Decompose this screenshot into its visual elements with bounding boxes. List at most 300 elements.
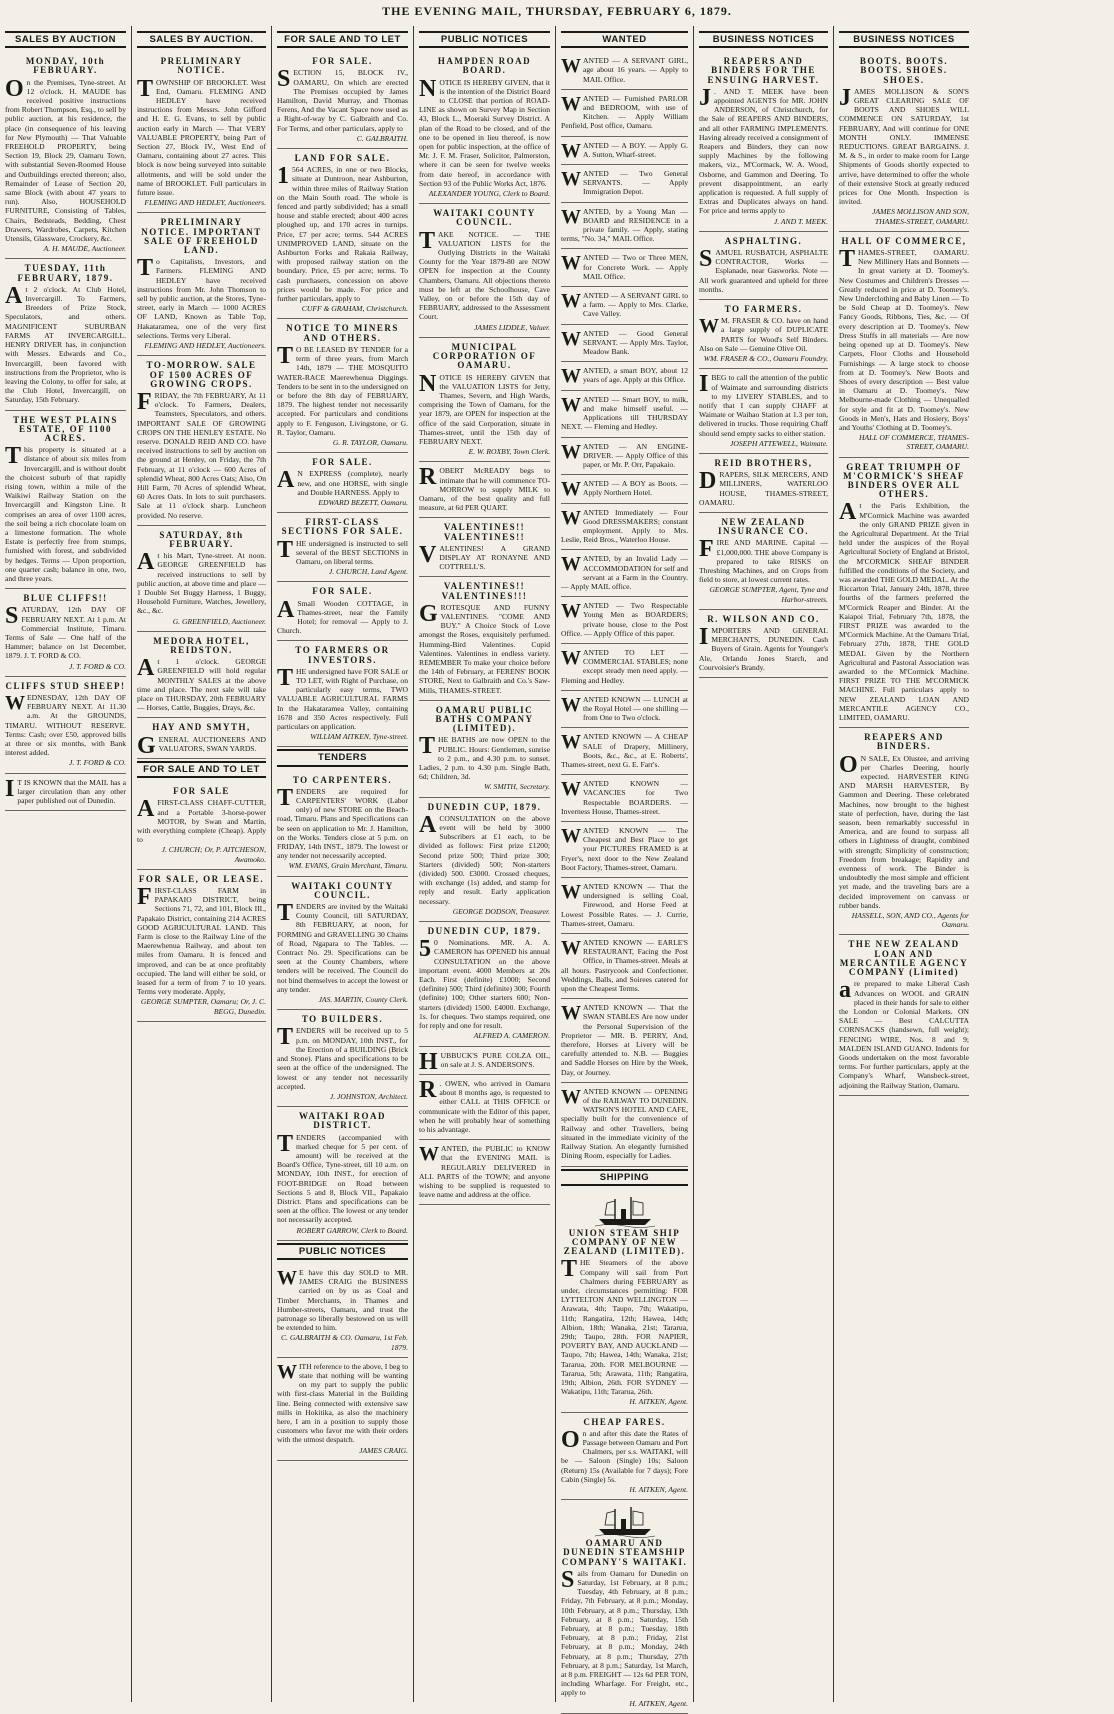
drop-cap: A [419,811,437,838]
advertisement [699,454,828,513]
advertisement [561,287,688,325]
drop-cap: N [419,370,437,397]
ad-signature: G. GREENFIELD, Auctioneer. [172,616,266,626]
ad-signature: JAMES MOLLISON AND SON, THAMES-STREET, OAMARU. [872,207,969,226]
advertisement [5,259,126,410]
advertisement [561,597,688,644]
ad-body: WANTED Immediately — Four Good DRESSMAKERS; constant employment. Apply to Mrs. Leslie, Reid Bros., Waterloo House. [561,506,688,545]
drop-cap: I [699,623,709,650]
drop-cap: W [561,55,581,78]
ad-signature: J. JOHNSTON, Architect. [329,1091,408,1101]
ad-title: TO CARPENTERS. [292,774,393,785]
ad-signature: H. AITKEN, Agent. [629,1484,688,1494]
masthead [0,0,1114,22]
ad-body: WANTED, a smart BOY, about 12 years of age. Apply at this Office. [561,365,688,388]
advertisement [561,728,688,775]
drop-cap: A [5,282,23,309]
ad-title: THE NEW ZEALAND LOAN AND MERCANTILE AGENCY COMPANY (Limited) [839,939,969,978]
ad-title: NOTICE TO MINERS AND OTHERS. [286,323,399,343]
drop-cap: T [419,733,436,760]
ad-title: NEW ZEALAND INSURANCE CO. [717,516,809,537]
advertisement [277,641,408,747]
ad-body: WANTED — Two Respectable Young Men as BOARDERS; private house, close to the Post Office. — Apply Office of this paper. [561,600,688,638]
column-6 [694,26,834,1702]
drop-cap: V [419,541,437,568]
ad-body: WANTED — Smart BOY, to milk, and make himself useful. — Applications till THURSDAY NEXT. — Fleming and Hedley. [561,393,688,432]
ad-signature: WM. EVANS, Grain Merchant, Timaru. [288,861,408,871]
ad-title: OAMARU AND DUNEDIN STEAMSHIP COMPANY'S WAITAKI. [561,1538,688,1567]
drop-cap: A [137,655,155,682]
ad-body: WANTED — A SERVANT GIRL, age about 16 years. — Apply to MAIL Office. [561,55,688,84]
ad-title: PRELIMINARY NOTICE. IMPORTANT SALE OF FREEHOLD LAND. [141,217,262,256]
advertisement [5,589,126,677]
ad-body: WANTED — A SERVANT GIRL to a farm. — Apply to Mrs. Clarke, Cave Valley. [561,290,688,319]
advertisement [839,728,969,935]
drop-cap: W [561,1085,581,1108]
advertisement [419,338,550,462]
ad-list [277,1264,408,1461]
drop-cap: T [277,784,294,811]
column-header: TENDERS [277,749,408,766]
ad-title: TO-MORROW. SALE OF 1500 ACRES OF GROWING CROPS. [146,360,257,389]
advertisement [277,771,408,877]
ad-signature: CUFF & GRAHAM, Christchurch. [301,304,408,314]
ad-body: 5 0 Nominations. MR. A. A. CAMERON has OPENED his annual CONSULTATION on the above important event. 4000 Members at 20s Each. First (definite) £1000; Second (definite) 500; Third (definite) 300; Fourth (definite) 100; Other starters 600; Non-starters (divided) 1500. £4000. Exchange, 1s. for cheques. Two stamps required, one for reply and one for result. [419,936,550,1031]
column-header: FOR SALE AND TO LET [137,761,266,778]
advertisement [561,1083,688,1167]
ad-body: WANTED KNOWN — That the SWAN STABLES Are now under the Personal Supervision of the Proprietor — MR. B. PERRY, And, therefore, Horses at Livery will be carefully attended to. N.B. — Buggies and Saddle Horses on Hire by the Week, Day, or Journey. [561,1002,688,1077]
ad-body: DRAPERS, SILK MERCERS, AND MILLINERS, WATERLOO HOUSE, THAMES-STREET, OAMARU. [699,468,828,507]
drop-cap: F [137,884,152,911]
advertisement [277,877,408,1011]
drop-cap: W [277,1266,297,1289]
ad-body: WANTED, by a Young Man — BOARD and RESIDENCE in a private family. — Apply, stating terms, "No. 34," MAIL Office. [561,205,688,244]
drop-cap: I [5,775,15,802]
ad-body: WANTED — Two General SERVANTS. — Apply Immigration Depot. [561,168,688,197]
advertisement [137,782,266,870]
advertisement [561,644,688,691]
ad-body: A Small Wooden COTTAGE, in Thames-street, near the Family Hotel; for removal — Apply to J. Church. [277,596,408,636]
ad-body: On and after this date the Rates of Passage between Oamaru and Port Chalmers, per s.s. WAITAKI, will be — Saloon (Single) 10s; Saloon (Return) 15s (Available for 7 days); Fore Cabin (Single) 5s. [561,1426,688,1484]
column-header: BUSINESS NOTICES [839,31,969,48]
ad-signature: FLEMING AND HEDLEY, Auctioneers. [144,341,266,351]
advertisement [561,775,688,822]
advertisement [277,1107,408,1241]
drop-cap: W [561,506,581,529]
column-header: WANTED [561,31,688,48]
ad-body: WANTED KNOWN — LUNCH at the Royal Hotel — one shilling — from One to Two o'clock. [561,693,688,723]
ad-body: TENDERS are required for CARPENTERS' WORK (Labor only) of new STORE on the Beach-road, Timaru. Plans and Specifications can be seen on application to Mr. J. Hamilton, on the Works. Tenders close at 5 p.m. on FRIDAY, 14th INST., 1879. The lowest or any tender not necessarily accepted. [277,784,408,861]
ad-body: WANTED KNOWN — The Cheapest and Best Place to get your PICTURES FRAMED is at Fryer's, next door to the New Zealand Boot Factory, Thames-street, Oamaru. [561,825,688,872]
ad-body: THE Steamers of the above Company will sail from Port Chalmers during FEBRUARY as under, circumstances permitting: FOR LYTTELTON AND WELLINGTON — Arawata, 4th; Taupo, 7th; Wakatipu, 11th; Rangatira, 12th; Hawea, 14th; Albion, 18th; Wanaka, 21st; Tararua, 29th; Taupo, 28th. FOR NAPIER, POVERTY BAY, AND AUCKLAND — Taupo, 7th; Hawea, 14th; Wanaka, 21st; Tararua, 20th. FOR MELBOURNE — Tararua, 5th; Arawata, 11th; Rangatira, 19th; Albion, 26th. FOR SYDNEY — Wakatipu, 11th; Tararua, 26th. [561,1256,688,1397]
ad-body: SECTION 15, BLOCK IV., OAMARU, On which are erected The Premises occupied by James Hamilton, David Murray, and Thomas Ferens, And the Vacant Space now used as a Right-of-way by C. Galbraith and Co. For Terms, and other particulars, apply to [277,66,408,133]
ad-title: VALENTINES!! VALENTINES!! [443,522,526,542]
advertisement [137,213,266,356]
masthead-title: THE EVENING MAIL, THURSDAY, FEBRUARY 6, 1879. [382,4,732,18]
ad-body: At his Mart, Tyne-street. At noon. GEORGE GREENFIELD has received instructions to sell by public auction, at above time and place — 1 Double Set Buggy Harness, 1 Buggy, Household Furniture, Watches, Jewellery, &c., &c. [137,549,266,616]
drop-cap: O [561,1426,580,1453]
ad-list [5,52,126,811]
ad-title: CHEAP FARES. [583,1416,666,1427]
advertisement [561,1413,688,1501]
ad-body: On the Premises, Tyne-street. At 12 o'clock. H. MAUDE has received positive instructions from Robert Thompson, Esq., to sell by public auction, at his residence, the place (in consequence of his leaving for New Plymouth) — That Valuable FREEHOLD PROPERTY, being Section 19, Block 29, Oamaru Town, with substantial Seven-Roomed House and Outbuildings erected thereon; also, Remainder of Lease of Section 20, same Block (with about 47 years to run). Also, HOUSEHOLD FURNITURE, Consisting of Tables, Chairs, Bedsteads, Bedding, Chest Drawers, Wardrobes, Carpets, Kitchen Utensils, Glassware, Crockery, &c. [5,75,126,244]
ad-title: THE WEST PLAINS ESTATE, OF 1100 ACRES. [13,414,118,443]
ad-body: At the Paris Exhibition, the M'Cormick Machine was awarded the only GRAND PRIZE given in the Agricultural Department. At the Trial held under the auspices of the Royal Agricultural Society of England at Bristol, the M'CORMICK SHEAF BINDER fulfilled the conditions of the Society, and was awarded THE GOLD MEDAL. At the Riccarton Trial, January 24th, 1878, three fourths of the farmers preferred the M'Cormick Reaper and Binder. At the Kaiapoi Trial, February 7th, 1878, the FIRST PRIZE was awarded to the M'Cormick Machine. At the Oamaru Trial, February 27th, 1878, THE GOLD MEDAL Given by the Northern Agricultural and Pastoral Association was awarded to the M'Cormick Machine. FIRST PRIZE TO THE M'CORMICK MACHINE. Full particulars apply to NEW ZEALAND LOAN AND MERCANTILE AGENCY CO., LIMITED, OAMARU. [839,499,969,723]
ad-body: This property is situated at a distance of about six miles from Invercargill, and is without doubt the choicest suburb of that rapidly rising town, within a mile of the Waikiwi Railway Station on the Invercargill and Kingston Line. It comprises an area of over 1100 acres, the soil being a rich chocolate loam on a limestone formation. The whole Estate is perfectly free from stumps, furnished with forest, and subdivided by hedges. Terms — Upon proportion, one quarter cash; balance in one, two, and three years. [5,443,126,583]
drop-cap: W [419,1143,439,1166]
ad-signature: C. GALBRAITH & CO. Oamaru, 1st Feb. 1879. [281,1333,408,1352]
ad-signature: G. R. TAYLOR, Oamaru. [332,437,408,447]
ad-signature: ALFRED A. CAMERON. [473,1031,550,1041]
ad-title: LAND FOR SALE. [294,153,391,164]
drop-cap: W [561,168,581,191]
ad-title: MUNICIPAL CORPORATION OF OAMARU. [432,341,537,371]
ad-body: I T IS KNOWN that the MAIL has a larger circulation than any other paper published out of Dunedin. [5,775,126,806]
drop-cap: A [137,796,155,823]
column-header: SALES BY AUCTION. [137,31,266,48]
ad-body: WITH reference to the above, I beg to state that nothing will be wanting on my part to supply the public with first-class Material in the Building line. Being connected with extensive saw mills in Hokitika, as also the machinery here, I am in a position to supply those customers who favor me with their orders with the utmost despatch. [277,1360,408,1445]
ad-body: WANTED, the PUBLIC to KNOW that the EVENING MAIL is REGULARLY DELIVERED in ALL PARTS of the TOWN; and anyone wishing to be supplied is requested to leave name and address at the office. [419,1143,550,1200]
advertisement [419,204,550,338]
ad-body: WANTED — A BOY. — Apply G. A. Sutton, Wharf-street. [561,139,688,162]
drop-cap: 1 [277,163,289,190]
ad-body: SAMUEL RUSBATCH, ASPHALTE CONTRACTOR, Works — Esplanade, near Gasworks. Note — All work guaranteed and upheld for three months. [699,246,828,294]
ad-signature: ALEXANDER YOUNG, Clerk to Board. [428,189,550,199]
ad-title: GREAT TRIUMPH OF M'CORMICK'S SHEAF BINDERS OVER ALL OTHERS. [843,461,965,500]
ad-title: DUNEDIN CUP, 1879. [427,801,542,812]
drop-cap: 5 [419,936,431,963]
ad-body: are prepared to make Liberal Cash Advances on WOOL and GRAIN placed in their hands for sale to either the London or Colonial Markets. ON SALE — Best CALCUTTA CORNSACKS (handsewn, full weight); FENCING WIRE, Nos. 8 and 9; MALDEN ISLAND GUANO. Indents for Goods undertaken on the most favorable terms. For further particulars, apply at the Company's Wharf, Wansbeck-street, adjoining the Railway Station, Oamaru. [839,977,969,1090]
advertisement [137,52,266,213]
ad-title: CLIFFS STUD SHEEP! [5,680,126,691]
ad-body: WANTED — Two or Three MEN, for Concrete Work. — Apply MAIL Office. [561,252,688,281]
ad-title: TUESDAY, 11th FEBRUARY, 1879. [17,263,114,283]
drop-cap: H [419,1048,438,1075]
ad-body: NOTICE IS HEREBY GIVEN that the VALUATION LISTS for Jetty, Thames, Severn, and High Wards, comprising the Town of Oamaru, for the year 1879, are OPEN for inspection at the office of the said Corporation, situate in Thames-street, until the 15th day of FEBRUARY NEXT. [419,370,550,446]
ad-signature: WM. FRASER & CO., Oamaru Foundry. [703,354,828,364]
advertisement [839,458,969,729]
drop-cap: T [277,1130,294,1157]
drop-cap: W [561,646,581,669]
ad-body: TOWNSHIP OF BROOKLET. West End, Oamaru. FLEMING AND HEDLEY have received instructions from Messrs. John Gifford and H. E. G. Evans, to sell by public auction early in March — That VERY VALUABLE PROPERTY, being Part of Section 27, Block IV., West End of Oamaru, containing about 27 acres. This block is now being surveyed into suitable allotments, and will be sold under the name of BROOKLET. Full particulars in future issue. [137,75,266,198]
advertisement [137,632,266,719]
advertisement [137,356,266,525]
drop-cap: W [561,139,581,162]
drop-cap: S [5,603,19,630]
ad-signature: E. W. ROXBY, Town Clerk. [468,447,550,457]
ad-title: WAITAKI ROAD DISTRICT. [298,1111,387,1131]
drop-cap: J [839,84,851,111]
ad-title: TO FARMERS OR INVESTORS. [295,645,390,665]
drop-cap: W [561,290,581,313]
column-2 [132,26,272,1702]
drop-cap: W [561,327,581,350]
ad-body: NOTICE IS HEREBY GIVEN, that it is the intention of the District Board to CLOSE that portion of ROAD-LINE as shown on Survey Map in Section 43, Block L., Moeraki Survey District. A plan of the Road to be closed, and of the one to be opened in lieu thereof, is now open for public inspection, at the office of Mr. J. F. M. Fraser, Solicitor, Palmerston, where it can be seen for twelve weeks from date hereof, in accordance with Section 93 of the Public Works Act, 1876. [419,75,550,188]
ad-body: J . AND T. MEEK have been appointed AGENTS for MR. JOHN ANDERSON, of Christchurch, for the Sale of REAPERS AND BINDERS, and all other FARMING IMPLEMENTS. Having already received a consignment of Reapers and Binders, they can now supply Machines by the following makers, viz., M'Cormack, W. A. Wood, Osborne, and Gammon and Deering. To prevent disappointment, an early application is requested. A full supply of Extras and Duplicates always on hand. For price and terms apply to [699,84,828,216]
ad-body: WANTED KNOWN — That the undersigned is selling Coal, Firewood, and Horse Feed at Lowest Possible Rates. — J. Currie, Thames-street, Oamaru. [561,881,688,928]
ad-body: SATURDAY, 12th DAY OF FEBRUARY NEXT. At 1 p.m. At Commercial Institute, Timaru. Terms of Sale — One half of the Hammer; balance on 1st December, 1879. J. T. FORD & CO. [5,603,126,661]
advertisement [561,90,688,137]
ad-list [839,52,969,1096]
drop-cap: W [5,692,25,714]
drop-cap: G [137,732,156,759]
ad-signature: WILLIAM AITKEN, Tyne-street. [310,732,408,742]
advertisement [561,691,688,729]
ad-signature: GEORGE SUMPTER, Agent, Tyne and Harbor-streets. [709,585,828,604]
advertisement [419,462,550,518]
ad-title: FOR SALE. [312,586,373,597]
ad-body: W E have this day SOLD to MR. JAMES CRAIG the BUSINESS carried on by us as Coal and Timber Merchants, in Thames and Humber-streets, Oamaru, and trust the patronage so liberally bestowed on us will be extended to him. [277,1266,408,1333]
ad-title: REAPERS AND BINDERS. [864,732,944,752]
advertisement [561,999,688,1083]
advertisement [419,701,550,798]
ad-body: ROBERT McREADY begs to intimate that he will commence TO-MORROW to supply MILK to Oamaru, of the best quality and full measure, at 6d PER QUART. [419,464,550,513]
drop-cap: T [5,443,22,470]
ad-signature: EDWARD BEZETT, Oamaru. [318,497,408,507]
advertisement [699,610,828,678]
ad-body: To Capitalists, Investors, and Farmers. FLEMING AND HEDLEY have received instructions from Mr. John Thomson to sell by public auction, at the Stores, Tyne-street, early in March — 1000 ACRES OF LAND, Known as Table Top, Hakataramea, one of the very first selections. Terms very Liberal. [137,255,266,340]
drop-cap: W [561,1002,581,1025]
drop-cap: a [839,977,851,1004]
ad-title: OAMARU PUBLIC BATHS COMPANY (LIMITED). [435,704,534,734]
ad-body: A CONSULTATION on the above event will be held by 3000 Subscribers at £1 each, to be divided as follows: First prize £1200; Second prize 500; Third prize 300; Starters (divided) 500; Non-starters (divided) 500. £3000. Crossed cheques, with exchange (1s) added, and stamp for reply and result. Early application necessary. [419,811,550,906]
ad-signature: JAS. MARTIN, County Clerk. [318,995,408,1005]
drop-cap: J [699,84,711,111]
drop-cap: F [137,388,152,415]
advertisement [699,513,828,610]
advertisement [561,1500,688,1714]
drop-cap: R [419,1076,437,1103]
drop-cap: W [561,252,581,275]
ad-body: TENDERS are invited by the Waitaki County Council, till SATURDAY, 8th FEBRUARY, at noon, for FORMING and GRAVELLING 30 Chains of Road, Ngapara to The Tables. — Contract No. 29. Specifications can be seen at the County Chambers, where tenders will be received. The Council do not bind themselves to accept the lowest or any tender. [277,900,408,994]
ad-body: I BEG to call the attention of the public of Waimate and surrounding districts to my LIVERY STABLES, and to notify that I can supply CHAFF at Waimate or Waihao Station at 1.3 per ton, delivered in trucks. Those requiring Chaff should send empty sacks to either station. [699,371,828,438]
ad-signature: HALL OF COMMERCE, THAMES-STREET, OAMARU. [859,433,969,452]
ad-title: TO BUILDERS. [301,1014,384,1025]
advertisement [561,475,688,503]
drop-cap: T [137,75,154,102]
drop-cap: W [561,393,581,416]
ad-body: WANTED — A BOY as Boots. — Apply Northern Hotel. [561,478,688,501]
column-5 [556,26,694,1708]
drop-cap: W [561,478,581,501]
ad-body: WANTED TO LET — COMMERCIAL STABLES; none except steady men need apply. — Fleming and Hedley. [561,646,688,685]
ad-signature: C. GALBRAITH. [356,133,408,143]
ad-signature: JAMES CRAIG. [359,1445,408,1455]
ad-body: THAMES-STREET, OAMARU. New Millinery Hats and Bonnets — In great variety at D. Toomey's. New Costumes and Children's Dresses — Greatly reduced in price at D. Toomey's. New Underclothing and Baby Linen — To be Sold Cheap at D. Toomey's. New Fancy Goods, Ribbons, Ties, &c. — Of every description at D. Toomey's. New Dress Stuffs in all materials — Are now being opened up at D. Toomey's. New Carpets, Floor Cloths and Household Furnishings — A large stock to choose from at D. Toomey's. New Boots and Shoes of every description — Best value in Oamaru at D. Toomey's. New Melbourne-made Clothing — Unequalled for style and fit at D. Toomey's. New Goods in Men's, Hats and Hosiery, Boys' and Youths' Clothing at D. Toomey's. [839,246,969,432]
advertisement [561,1190,688,1413]
ad-signature: H. AITKEN, Agent. [629,1698,688,1708]
advertisement [561,137,688,165]
ad-title: REAPERS AND BINDERS FOR THE ENSUING HARVEST. [707,56,820,85]
ad-signature: HASSELL, SON, AND CO., Agents for Oamaru. [851,911,969,930]
drop-cap: A [277,596,295,623]
ad-title: PRELIMINARY NOTICE. [160,56,243,76]
advertisement [561,362,688,390]
ad-list [419,52,550,1205]
ad-title: R. WILSON AND CO. [707,613,820,624]
advertisement [277,319,408,453]
drop-cap: T [419,227,436,254]
ship-illustration-icon [595,1505,655,1537]
ad-body: At 1 o'clock. GEORGE GREENFIELD will hold regular MONTHLY SALES at the above time and place. The next sale will take place on THURSDAY, 20th FEBRUARY — Horses, Cattle, Buggies, Drays, &c. [137,655,266,713]
column-3 [272,26,414,1702]
column-header: PUBLIC NOTICES [419,31,550,48]
column-4 [414,26,556,1702]
advertisement [5,677,126,774]
ad-title: HALL OF COMMERCE, [841,235,967,246]
ad-title: FIRST-CLASS SECTIONS FOR SALE. [281,517,404,537]
advertisement [419,1075,550,1140]
drop-cap: R [419,464,437,491]
advertisement [561,391,688,438]
ad-body: R . OWEN, who arrived in Oamaru about 8 months ago, is requested to either CALL at THIS OFFICE or communicate with the Editor of this paper, when he will probably hear of something to his advantage. [419,1076,550,1134]
drop-cap: W [561,600,581,623]
ad-list [277,52,408,747]
columns [0,26,1114,1708]
ad-title: FOR SALE. [312,56,373,67]
drop-cap: I [699,371,709,398]
drop-cap: T [277,1024,294,1051]
advertisement [561,504,688,551]
ad-body: THE BATHS are now OPEN to the PUBLIC. Hours: Gentlemen, sunrise to 2 p.m., and 4.30 p.m. to sunset. Ladies, 2 p.m. to 4.30 p.m. Single Bath, 6d; Children, 3d. [419,733,551,782]
ad-body: WANTED KNOWN — OPENING of the RAILWAY TO DUNEDIN. WATSON'S HOTEL AND CAFE, specially built for the convenience of Railway and other Travellers, being situated in the immediate vicinity of the Railway Station. An elegantly furnished Dining Room, especially for Ladies. [561,1085,688,1161]
drop-cap: G [419,600,438,627]
ad-title: WAITAKI COUNTY COUNCIL. [433,208,536,228]
advertisement [839,935,969,1095]
drop-cap: T [137,255,154,282]
advertisement [419,798,550,922]
advertisement [561,934,688,999]
drop-cap: W [699,315,719,338]
advertisement [561,325,688,363]
ad-body: TAKE NOTICE. — THE VALUATION LISTS for the Outlying Districts in the Waitaki County for the Year 1879-80 are NOW OPEN for inspection at the County Chambers, Oamaru. All objections thereto must be left at the Schoolhouse, Cave Valley, on or before the 15th day of FEBRUARY, addressed to the Assessment Court. [419,227,550,322]
advertisement [839,232,969,458]
column-1 [0,26,132,1702]
drop-cap: W [561,553,581,576]
ad-body: VALENTINES! A GRAND DISPLAY AT RONAYNE AND COTTRELL'S. [419,541,550,572]
ad-title: FOR SALE [173,786,230,797]
ad-title: ASPHALTING. [724,235,803,246]
advertisement [561,249,688,287]
drop-cap: T [839,246,856,273]
ad-signature: ROBERT GARROW, Clerk to Board. [296,1225,408,1235]
ad-list [561,1190,688,1714]
column-header: SALES BY AUCTION [5,31,126,48]
drop-cap: W [561,205,581,228]
ad-signature: JAMES LIDDLE, Valuer. [474,322,550,332]
ad-title: SATURDAY, 8th FEBRUARY. [159,529,244,549]
column-header: FOR SALE AND TO LET [277,31,408,48]
ad-signature: H. AITKEN, Agent. [629,1397,688,1407]
ad-signature: W. SMITH, Secretary. [484,782,550,792]
advertisement [561,438,688,476]
advertisement [561,822,688,878]
advertisement [419,577,550,700]
advertisement [561,203,688,250]
advertisement [137,718,266,759]
ad-body: IMPORTERS AND GENERAL MERCHANTS, DUNEDIN. Cash Buyers of Grain. Agents for Younger's Ale, Orlando Jones Starch, and Courvoisier's Brandy. [699,623,828,672]
ship-illustration-icon [595,1195,655,1227]
advertisement [277,513,408,582]
drop-cap: T [277,536,294,563]
advertisement [419,1047,550,1075]
ad-body: WANTED — Furnished PARLOR and BEDROOM, with use of Kitchen. — Apply William Penfield, Post office, Oamaru. [561,92,688,131]
ad-title: TO FARMERS. [724,304,803,315]
ad-body: GENERAL AUCTIONEERS AND VALUATORS, SWAN YARDS. [137,732,266,759]
ad-body: T O BE LEASED BY TENDER for a term of three years, from March 14th, 1879 — THE MOSQUITO WATER-RACE Maerewhenua Diggings. Tenders to be sent in to the undersigned on or before the 8th day of FEBRUARY, 1879. The highest tender not necessarily accepted. For particulars and conditions apply to F. Fenguson, Livingstone, or G. R. Taylor, Oamaru. [277,342,408,437]
drop-cap: T [277,900,294,927]
drop-cap: W [561,693,581,716]
ad-body: GROTESQUE AND FUNNY VALENTINES. "COME AND BUY." A Choice Stock of Love amongst the Roses, exquisitely perfumed. Humming-Bird Valentines. Cupid Valentines. Valentines in endless variety. REMEMBER To make your choice before the 14th of February, at FERENS' BOOK STORE, Next to Galbraith and Co.'s Saw-Mills, THAMES-STREET. [419,600,550,695]
advertisement [277,1264,408,1358]
ad-body: FRIDAY, the 7th FEBRUARY, At 11 o'clock. To Farmers, Dealers, Teamsters, Speculators, and others. IMPORTANT SALE OF GROWING CROPS ON THE HENLEY ESTATE. No reserve. DONALD REID AND CO. have received instructions to sell by auction on the ground at Henley, on Friday, the 7th February, at 11 o'clock — 600 Acres of splendid Wheat, 800 Acres Oats; Also, On Hill Farm, 70 Acres of splendid Wheat, 60 Acres Oats. In lots to suit purchasers. Sale at 11 o'clock sharp. Luncheon provided. No reserve. [137,388,266,520]
ad-body: 1 564 ACRES, in one or two Blocks, situate at Duntroon, near Ashburton, within three miles of Railway Station on the Main South road. The whole is fenced and partly subdivided; has a small house and stable erected; about 400 acres ploughed up, and 170 acres in turnips. Price, £7 per acre; terms. 544 ACRES UNIMPROVED LAND, situate on the Ashburton Forks and Rakaia Railway, with proposed railway station on the boundary. Price, £5 per acre; terms. To cash purchasers, concession on above prices would be made. For price and further particulars, apply to [277,163,408,304]
ad-body: Sails from Oamaru for Dunedin on Saturday, 1st February, at 8 p.m.; Tuesday, 4th February, at 8 p.m.; Friday, 7th February, at 8 p.m.; Monday, 10th February, at 8 p.m.; Thursday, 13th February, at 8 p.m.; Saturday, 15th February, at 8 p.m.; Tuesday, 18th February, at 8 p.m.; Friday, 21st February, at 8 p.m.; Monday, 24th February, at 8 p.m.; Thursday, 27th February, at 8 p.m.; Saturday, 1st March, at 8 p.m. FREIGHT — 12s 6d PER TON, including Wharfage. For Freight, etc., apply to [561,1566,688,1698]
ad-list [277,771,408,1241]
column-header: SHIPPING [561,1169,688,1186]
advertisement [137,870,266,1022]
advertisement [699,232,828,300]
ad-list [137,52,266,759]
drop-cap: O [839,751,858,778]
ad-title: REID BROTHERS, [714,457,813,468]
ad-body: O N SALE, Ex Olustee, and arriving per Charles Deering, hourly expected. HARVESTER KING AND MARSH HARVESTER, By Gammon and Deering. These celebrated Machines, now brought to the highest state of perfection, have, during the last season, been remarkably successful in America, and are found to surpass all others in Lightness of draught, combined with strength; Simplicity of construction; Freedom from breakage; Rapidity and evenness of work. The Binder is undoubtedly the most simple and efficient yet made, and the traveling bars are a decided improvement on canvass or rubber bands. [839,751,969,910]
ad-title: BOOTS. BOOTS. BOOTS. SHOES. SHOES. [859,56,949,85]
ad-title: DUNEDIN CUP, 1879. [427,926,542,937]
ad-title: UNION STEAM SHIP COMPANY OF NEW ZEALAND (LIMITED). [563,1227,686,1257]
advertisement [699,52,828,232]
drop-cap: A [277,467,295,494]
advertisement [277,149,408,319]
advertisement [277,453,408,513]
drop-cap: S [277,66,291,93]
drop-cap: W [277,1360,297,1383]
drop-cap: W [561,365,581,388]
ad-title: MONDAY, 10th FEBRUARY. [25,56,106,76]
drop-cap: W [561,937,581,960]
drop-cap: D [699,468,717,495]
drop-cap: W [561,440,581,463]
ad-list [561,52,688,1166]
ad-signature: A. H. MAUDE, Auctioneer. [43,244,126,254]
ad-body: A FIRST-CLASS CHAFF-CUTTER, and a Portable 3-horse-power MOTOR, by Swan and Martin, with everything complete (Cheap). Apply to [137,796,266,845]
ad-title: FOR SALE, OR LEASE. [138,873,265,884]
drop-cap: O [5,75,24,102]
ad-body: At 2 o'clock. At Club Hotel, Invercargill. To Farmers, Breeders of Prize Stock, Speculators, and others. MAGNIFICENT SUBURBAN FARMS AT INVERCARGILL. HENRY DRIVER has, in conjunction with Messrs. Edwards and Co., Invercargill, been favored with instructions from the Proprietor, who is leaving the Colony, to offer for sale, at the Club Hotel, Invercargill, on Saturday, 15th February. [5,282,126,405]
ad-title: BLUE CLIFFS!! [23,593,108,604]
ad-body: WANTED KNOWN — EARLE'S RESTAURANT, Facing the Post Office, in Thames-street. Meals at all hours. Pastrycook and Confectioner. Weddings, Balls, and Soirees catered for upon the Cheapest Terms. [561,937,688,994]
ad-body: WANTED, by an Invalid Lady — ACCOMMODATION for self and servant at a Farm in the Country. — Apply MAIL office. [561,553,688,591]
ad-body: WANTED — Good General SERVANT. — Apply Mrs. Taylor, Meadow Bank. [561,327,688,357]
advertisement [5,774,126,812]
ad-signature: J. CHURCH, Land Agent. [328,567,408,577]
ad-signature: GEORGE DODSON, Treasurer. [452,906,550,916]
advertisement [561,52,688,90]
ad-signature: J. CHURCH; Or, P. AITCHESON, Awamoko. [161,845,266,864]
ad-signature: J. AND T. MEEK. [773,216,828,226]
ad-body: TENDERS will be received up to 5 p.m. on MONDAY, 10th INST., for the Erection of a BUILDING (Brick and Stone). Plans and specifications to be seen at the office of the undersigned. The lowest or any tender not necessarily accepted. [277,1024,408,1091]
advertisement [561,550,688,597]
advertisement [277,52,408,149]
advertisement [277,1010,408,1107]
drop-cap: S [699,246,713,273]
column-7 [834,26,974,1702]
advertisement [561,878,688,934]
ad-body: WANTED KNOWN — VACANCIES for Two Respectable BOARDERS. — Inverness House, Thames-street. [561,778,688,816]
drop-cap: T [561,1256,578,1283]
drop-cap: F [699,536,714,563]
ad-title: WAITAKI COUNTY COUNCIL. [291,880,394,900]
